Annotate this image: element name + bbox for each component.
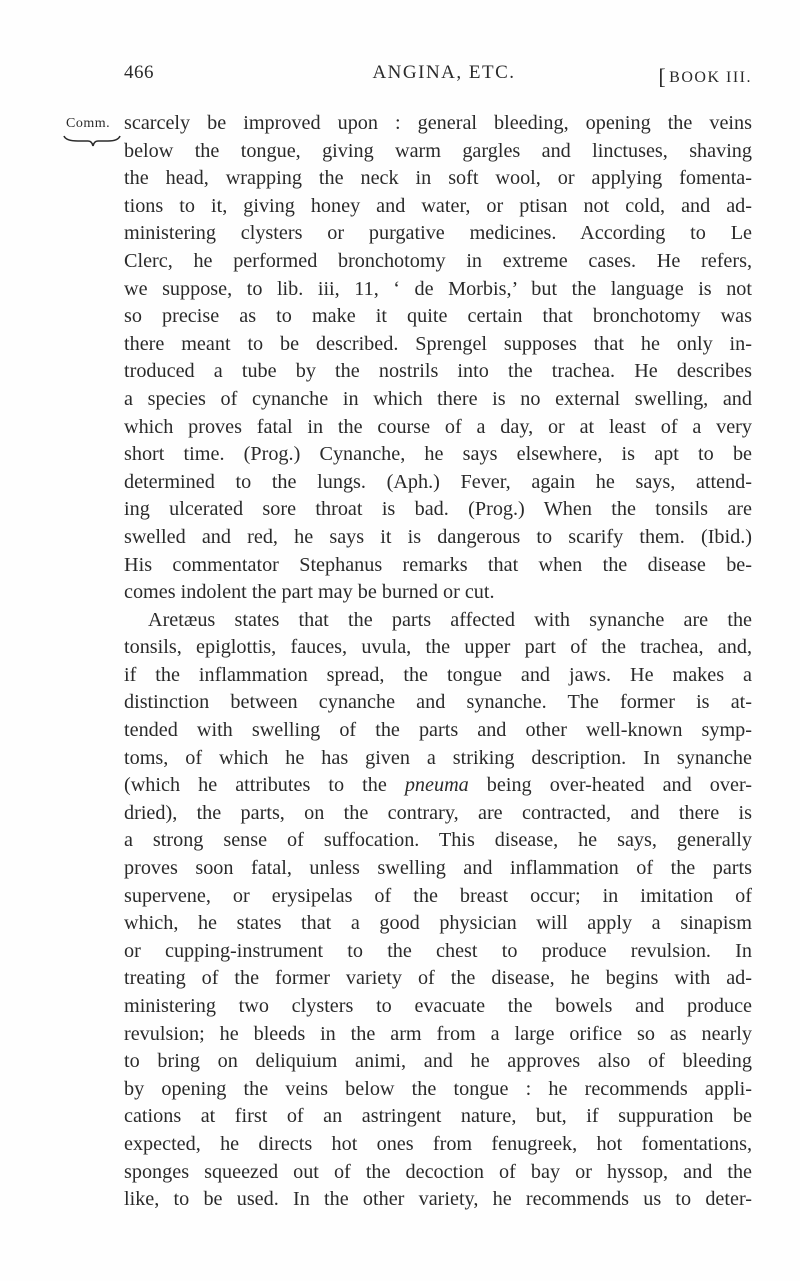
- text-line: determined to the lungs. (Aph.) Fever, again he says, attend-: [124, 470, 752, 493]
- text-line: ing ulcerated sore throat is bad. (Prog.) When the tonsils are: [124, 498, 752, 521]
- text-line: short time. (Prog.) Cynanche, he says elsewhere, is apt to be: [124, 443, 752, 466]
- text-line: (which he attributes to the pneuma being over-heated and over-: [124, 774, 752, 797]
- margin-brace-icon: [62, 134, 122, 148]
- text-line: Aretæus states that the parts affected with synanche are the: [148, 608, 752, 631]
- text-line: comes indolent the part may be burned or cut.: [124, 581, 495, 604]
- text-line: troduced a tube by the nostrils into the trachea. He describes: [124, 360, 752, 383]
- text-line: or cupping-instrument to the chest to produce revulsion. In: [124, 939, 752, 962]
- text-line: a species of cynanche in which there is no external swelling, and: [124, 387, 752, 410]
- text-line: revulsion; he bleeds in the arm from a large orifice so as nearly: [124, 1022, 752, 1045]
- page-number: 466: [124, 62, 154, 83]
- text-line: supervene, or erysipelas of the breast occur; in imitation of: [124, 884, 752, 907]
- text-line: distinction between cynanche and synanche. The former is at-: [124, 691, 752, 714]
- text-line: scarcely be improved upon : general bleeding, opening the veins: [124, 112, 752, 134]
- text-line: treating of the former variety of the disease, he begins with ad-: [124, 967, 752, 990]
- text-line: tions to it, giving honey and water, or ptisan not cold, and ad-: [124, 194, 752, 217]
- body-text: [124, 110, 752, 1214]
- running-head: [124, 62, 752, 92]
- paragraph-2: [124, 607, 752, 1214]
- text-line: ministering two clysters to evacuate the bowels and produce: [124, 995, 752, 1017]
- text-line: proves soon fatal, unless swelling and inflammation of the parts: [124, 857, 752, 880]
- paragraph-1: [124, 110, 752, 607]
- book-label: [ BOOK III.: [658, 62, 752, 88]
- text-line: tonsils, epiglottis, fauces, uvula, the upper part of the trachea, and,: [124, 636, 752, 659]
- italic-word: pneuma: [404, 774, 469, 797]
- text-line: swelled and red, he says it is dangerous to scarify them. (Ibid.): [124, 525, 752, 548]
- text-line: sponges squeezed out of the decoction of bay or hyssop, and the: [124, 1160, 752, 1183]
- text-line: ministering clysters or purgative medicines. According to Le: [124, 222, 752, 245]
- text-line: if the inflammation spread, the tongue and jaws. He makes a: [124, 663, 752, 686]
- text-line: His commentator Stephanus remarks that when the disease be-: [124, 553, 752, 576]
- text-line: we suppose, to lib. iii, 11, ‘ de Morbis,’ but the language is not: [124, 277, 752, 300]
- text-line: which proves fatal in the course of a day, or at least of a very: [124, 415, 752, 438]
- text-line: toms, of which he has given a striking description. In synanche: [124, 746, 752, 769]
- text-line: by opening the veins below the tongue : he recommends appli-: [124, 1077, 752, 1100]
- text-line: tended with swelling of the parts and other well-known symp-: [124, 719, 752, 742]
- text-line: to bring on deliquium animi, and he approves also of bleeding: [124, 1050, 752, 1073]
- text-line: expected, he directs hot ones from fenugreek, hot fomentations,: [124, 1132, 752, 1155]
- text-line: which, he states that a good physician will apply a sinapism: [124, 912, 752, 935]
- running-title: ANGINA, ETC.: [372, 62, 516, 83]
- text-line: Clerc, he performed bronchotomy in extreme cases. He refers,: [124, 249, 752, 272]
- text-line: like, to be used. In the other variety, he recommends us to deter-: [124, 1188, 752, 1211]
- text-line: dried), the parts, on the contrary, are contracted, and there is: [124, 801, 752, 824]
- margin-note: Comm.: [66, 116, 111, 131]
- text-line: so precise as to make it quite certain that bronchotomy was: [124, 305, 752, 328]
- text-line: a strong sense of suffocation. This disease, he says, generally: [124, 829, 752, 852]
- text-line: there meant to be described. Sprengel supposes that he only in-: [124, 332, 752, 355]
- text-line: cations at first of an astringent nature, but, if suppuration be: [124, 1105, 752, 1128]
- text-line: the head, wrapping the neck in soft wool, or applying fomenta-: [124, 167, 752, 190]
- text-line: below the tongue, giving warm gargles and linctuses, shaving: [124, 139, 752, 162]
